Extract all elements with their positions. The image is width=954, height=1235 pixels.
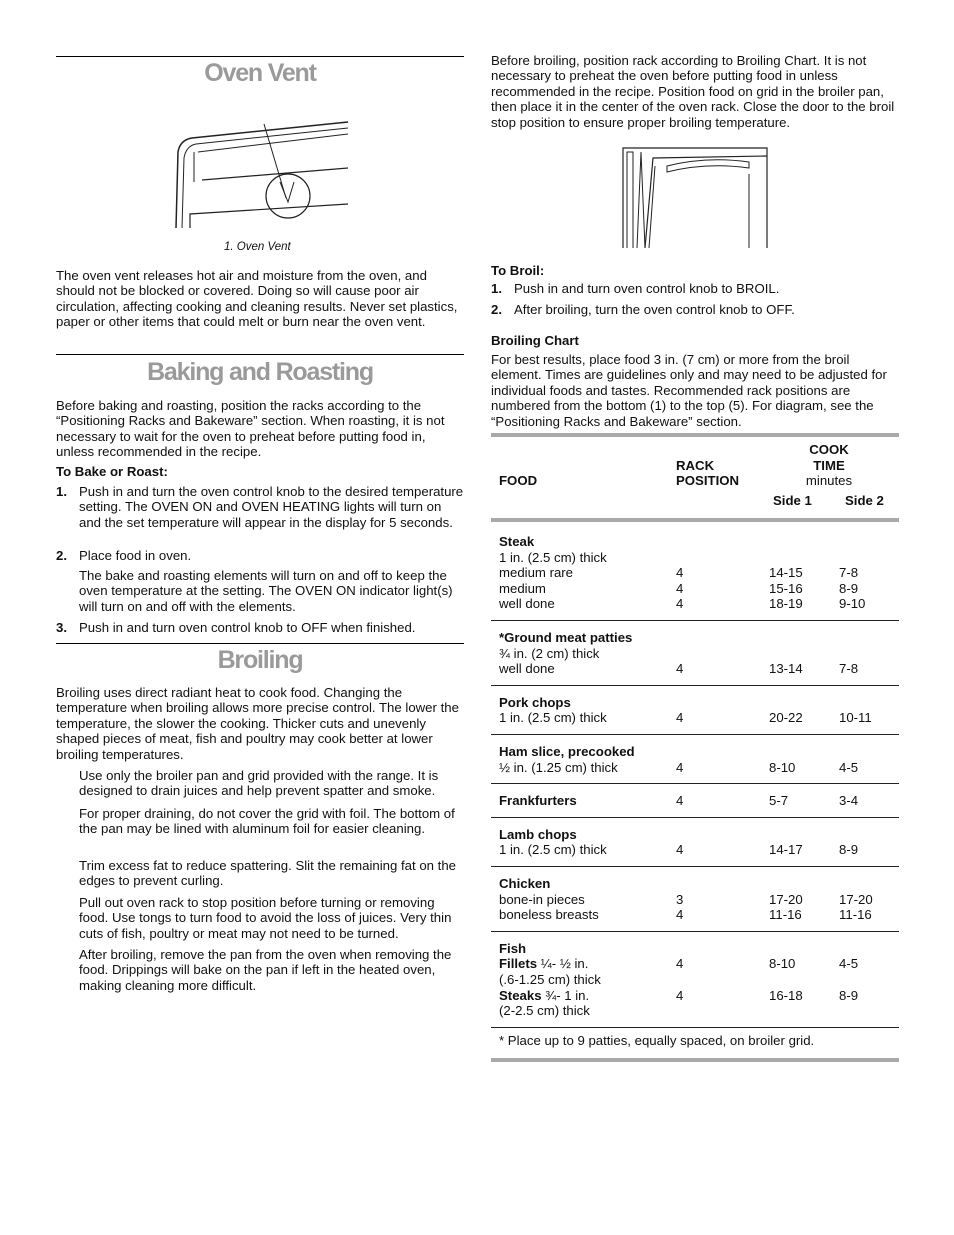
food-desc: ½ in. (1.25 cm) thick	[499, 759, 618, 775]
time-side1: 14-17	[769, 842, 803, 858]
header-rack: RACK	[676, 458, 715, 473]
food-group-name: Steak	[499, 534, 535, 549]
time-side2: 3-4	[839, 793, 859, 809]
rack-position: 4	[676, 987, 684, 1003]
food-group-name: *Ground meat patties	[499, 630, 633, 645]
table-row-food	[499, 956, 588, 971]
table-row-food	[499, 710, 607, 725]
time-side2: 8-9	[839, 580, 859, 596]
food-desc: well done	[499, 661, 555, 677]
table-row-food	[499, 550, 607, 565]
row-divider	[491, 866, 899, 867]
header-side2: Side 2	[845, 493, 884, 508]
food-desc: bone-in pieces	[499, 891, 585, 907]
food-desc: 1 in. (2.5 cm) thick	[499, 710, 607, 726]
table-row-food	[499, 988, 589, 1003]
food-desc: 1 in. (2.5 cm) thick	[499, 842, 607, 858]
broiling-title: Broiling	[217, 646, 303, 674]
food-desc: 1 in. (2.5 cm) thick	[499, 549, 607, 565]
broiling-tip: Pull out oven rack to stop position before turning or removing food. Use tongs to turn food to avoid the loss of juices. Very thin cuts of fish, poultry or meat may not need to be turned.	[79, 895, 452, 941]
food-group-name: Ham slice, precooked	[499, 744, 635, 759]
time-side2: 8-9	[839, 842, 859, 858]
time-side2: 10-11	[839, 710, 872, 726]
table-row-food	[499, 972, 601, 987]
time-side1: 20-22	[769, 710, 803, 726]
time-side1: 16-18	[769, 987, 803, 1003]
to-broil-subhead: To Broil:	[491, 263, 545, 278]
table-row-food	[499, 646, 599, 661]
table-row-food	[499, 565, 573, 580]
table-row-food	[499, 760, 618, 775]
bake-subhead: To Bake or Roast:	[56, 464, 168, 479]
table-row-food	[499, 661, 555, 676]
time-side2: 4-5	[839, 759, 859, 775]
time-side1: 15-16	[769, 580, 803, 596]
table-row-food	[499, 892, 585, 907]
header-position: POSITION	[676, 473, 740, 488]
time-side1: 14-15	[769, 565, 803, 581]
food-desc: (2-2.5 cm) thick	[499, 1003, 590, 1019]
oven-vent-caption: 1. Oven Vent	[224, 241, 291, 253]
time-side2: 11-16	[839, 907, 872, 923]
food-group-name: Fish	[499, 940, 527, 956]
broiling-tip: Use only the broiler pan and grid provided with the range. It is designed to drain juices and help prevent spatter and smoke.	[79, 768, 439, 799]
broil-intro: Before broiling, position rack according to Broiling Chart. It is not necessary to preheat the oven before putting food in unless recommended in the recipe. Position food on grid in the broiler pan, then place it in the center of the oven rack. Close the door to the broil stop position to ensure proper broiling temperature.	[491, 53, 895, 130]
table-bottom-rule	[491, 1058, 899, 1062]
rack-position: 4	[676, 842, 684, 858]
table-row-food	[499, 907, 599, 922]
broiling-tip: After broiling, remove the pan from the oven when removing the food. Drippings will bake on the pan if left in the heated oven, making cleaning more difficult.	[79, 947, 452, 993]
rack-position: 4	[676, 759, 684, 775]
food-desc: ¾ in. (2 cm) thick	[499, 645, 600, 661]
food-group-name: Lamb chops	[499, 826, 577, 842]
header-side1: Side 1	[773, 493, 812, 508]
table-footnote: * Place up to 9 patties, equally spaced, on broiler grid.	[499, 1032, 815, 1048]
table-row-food	[499, 1003, 590, 1018]
header-cook: COOK	[809, 442, 849, 457]
time-side1: 8-10	[769, 759, 796, 775]
row-divider	[491, 783, 899, 784]
header-food: FOOD	[499, 473, 538, 488]
header-time: TIME	[813, 458, 845, 473]
rack-position: 4	[676, 661, 684, 677]
rack-position: 4	[676, 596, 684, 612]
broiling-chart-head: Broiling Chart	[491, 333, 579, 348]
section-rule	[56, 56, 464, 57]
time-side1: 18-19	[769, 596, 803, 612]
baking-title: Baking and Roasting	[147, 358, 373, 386]
food-desc: (.6-1.25 cm) thick	[499, 972, 601, 987]
rack-position: 3	[676, 891, 684, 907]
broiling-intro: Broiling uses direct radiant heat to cook food. Changing the temperature when broiling allows more precise control. The lower the temperature, the slower the cooking. Thicker cuts and unevenly shaped pieces of meat, fish and poultry may cook better at lower broiling temperatures.	[56, 685, 459, 762]
rack-position: 4	[676, 907, 684, 923]
section-rule	[56, 354, 464, 355]
rack-position: 4	[676, 956, 684, 972]
food-group-name: Chicken	[499, 876, 551, 891]
food-desc: medium rare	[499, 565, 574, 581]
time-side1: 5-7	[769, 793, 789, 809]
row-divider	[491, 685, 899, 686]
time-side2: 8-9	[839, 987, 859, 1003]
food-desc: ¾- 1 in.	[541, 987, 590, 1003]
table-row-food	[499, 842, 607, 857]
row-divider	[491, 1027, 899, 1028]
time-side1: 13-14	[769, 661, 803, 677]
oven-vent-illustration	[172, 118, 352, 238]
rack-position: 4	[676, 793, 684, 809]
time-side1: 8-10	[769, 956, 796, 972]
broiling-tip: Trim excess fat to reduce spattering. Slit the remaining fat on the edges to prevent curling.	[79, 858, 457, 889]
baking-intro: Before baking and roasting, position the racks according to the “Positioning Racks and Bakeware” section. When roasting, it is not necessary to wait for the oven to preheat before putting food in, unless recommended in the recipe.	[56, 398, 445, 460]
oven-door-illustration	[619, 144, 769, 250]
broiling-tip: For proper draining, do not cover the grid with foil. The bottom of the pan may be lined with aluminum foil for easier cleaning.	[79, 806, 455, 837]
time-side2: 7-8	[839, 661, 859, 677]
food-group-name: Frankfurters	[499, 793, 577, 809]
food-group-name: Pork chops	[499, 694, 571, 710]
broiling-chart-intro: For best results, place food 3 in. (7 cm) or more from the broil element. Times are guidelines only and may need to be adjusted for individual foods and tastes. Recommended rack positions are numbered from the bottom (1) to the top (5). For diagram, see the “Positioning Racks and Bakeware” section.	[491, 352, 887, 429]
time-side1: 17-20	[769, 891, 803, 907]
food-desc: ¼- ½ in.	[537, 956, 589, 972]
time-side2: 7-8	[839, 565, 859, 581]
row-divider	[491, 817, 899, 818]
food-desc: boneless breasts	[499, 907, 599, 923]
row-divider	[491, 620, 899, 621]
row-divider	[491, 734, 899, 735]
table-row-food	[499, 581, 546, 596]
oven-vent-title: Oven Vent	[204, 59, 316, 87]
section-rule	[56, 643, 464, 644]
rack-position: 4	[676, 580, 684, 596]
oven-vent-text: The oven vent releases hot air and moisture from the oven, and should not be blocked or covered. Doing so will cause poor air circulation, affecting cooking and cleaning results. Never set plastics, paper or other items that could melt or burn near the oven vent.	[56, 268, 458, 330]
time-side2: 9-10	[839, 596, 866, 612]
rack-position: 4	[676, 710, 684, 726]
food-cut: Fillets	[499, 956, 538, 972]
table-row-food	[499, 596, 555, 611]
time-side1: 11-16	[769, 907, 802, 923]
food-cut: Steaks	[499, 987, 542, 1003]
time-side2: 17-20	[839, 891, 873, 907]
rack-position: 4	[676, 565, 684, 581]
header-minutes: minutes	[805, 473, 853, 488]
time-side2: 4-5	[839, 956, 859, 972]
food-desc: well done	[499, 596, 555, 612]
food-desc: medium	[499, 580, 546, 596]
row-divider	[491, 931, 899, 932]
